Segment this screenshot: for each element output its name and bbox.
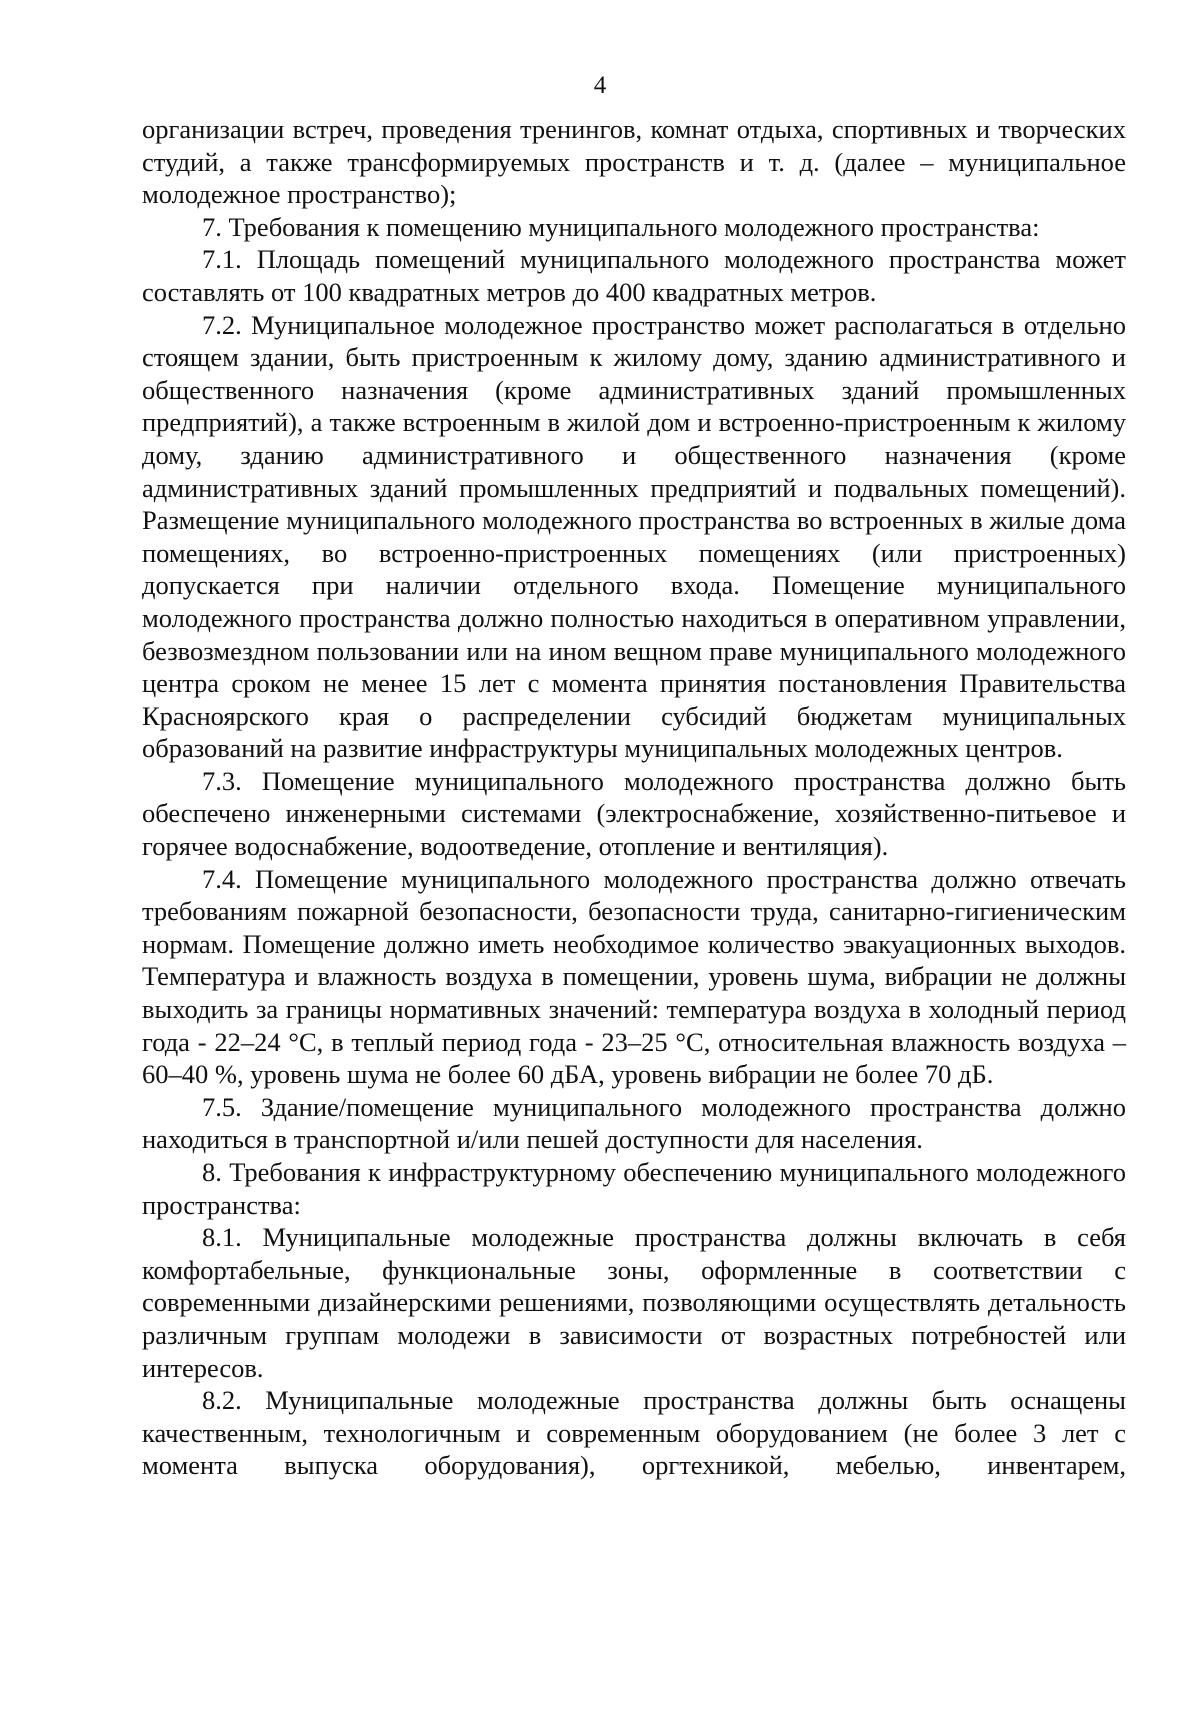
paragraph-7-2: 7.2. Муниципальное молодежное пространство может располагаться в отдельно стоящем здании, быть пристроенным к жилому дому, зданию административного и общественного назначения (кроме административных зданий промышленных предприятий), а также встроенным в жилой дом и встроенно-пристроенным к жилому дому, зданию административного и общественного назначения (кроме административных зданий промышленных предприятий и подвальных помещений). Размещение муниципального молодежного пространства во встроенных в жилые дома помещениях, во встроенно-пристроенных помещениях (или пристроенных) допускается при наличии отдельного входа. Помещение муниципального молодежного пространства должно полностью находиться в оперативном управлении, безвозмездном пользовании или на ином вещном праве муниципального молодежного центра сроком не менее 15 лет с момента принятия постановления Правительства Красноярского края о распределении субсидий бюджетам муниципальных образований на развитие инфраструктуры муниципальных молодежных центров. xyxy=(142,309,1126,764)
paragraph-7-5: 7.5. Здание/помещение муниципального молодежного пространства должно находиться в транспортной и/или пешей доступности для населения. xyxy=(142,1091,1126,1155)
page-number: 4 xyxy=(593,72,607,99)
paragraph-8: 8. Требования к инфраструктурному обеспечению муниципального молодежного пространства: xyxy=(142,1157,1126,1220)
paragraph-8-1: 8.1. Муниципальные молодежные пространства должны включать в себя комфортабельные, функциональные зоны, оформленные в соответствии с современными дизайнерскими решениями, позволяющими осуществлять детальность различным группам молодежи в зависимости от возрастных потребностей или интересов. xyxy=(142,1222,1126,1383)
paragraph-intro-continued: организации встреч, проведения тренингов, комнат отдыха, спортивных и творческих студий, а также трансформируемых пространств и т. д. (далее – муниципальное молодежное пространство); xyxy=(142,114,1126,210)
paragraph-7-4: 7.4. Помещение муниципального молодежного пространства должно отвечать требованиям пожарной безопасности, безопасности труда, санитарно-гигиеническим нормам. Помещение должно иметь необходимое количество эвакуационных выходов. Температура и влажность воздуха в помещении, уровень шума, вибрации не должны выходить за границы нормативных значений: температура воздуха в холодный период года - 22–24 °С, в теплый период года - 23–25 °С, относительная влажность воздуха – 60–40 %, уровень шума не более 60 дБА, уровень вибрации не более 70 дБ. xyxy=(142,863,1126,1090)
document-body xyxy=(142,113,1126,1482)
paragraph-8-2: 8.2. Муниципальные молодежные пространства должны быть оснащены качественным, технологичным и современным оборудованием (не более 3 лет с момента выпуска оборудования), оргтехникой, мебелью, инвентарем, xyxy=(142,1385,1126,1481)
paragraph-7-3: 7.3. Помещение муниципального молодежного пространства должно быть обеспечено инженерными системами (электроснабжение, хозяйственно-питьевое и горячее водоснабжение, водоотведение, отопление и вентиляция). xyxy=(142,765,1126,862)
paragraph-7: 7. Требования к помещению муниципального молодежного пространства: xyxy=(202,211,1040,242)
paragraph-7-1: 7.1. Площадь помещений муниципального молодежного пространства может составлять от 100 квадратных метров до 400 квадратных метров. xyxy=(142,244,1126,307)
